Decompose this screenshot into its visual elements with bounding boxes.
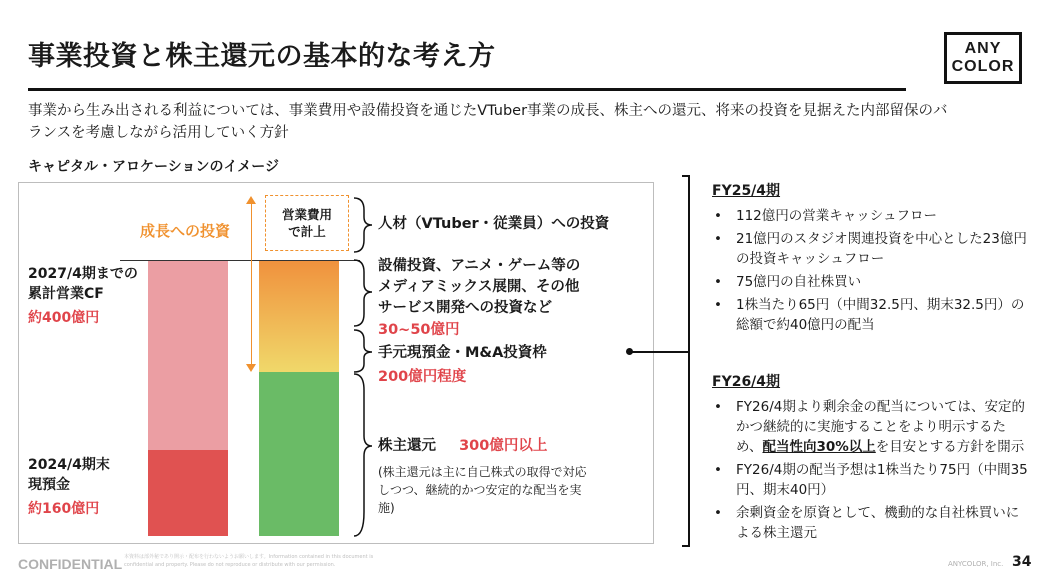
panel-tick-bottom	[682, 545, 690, 547]
fy25-heading: FY25/4期	[712, 183, 781, 199]
arrow-head-up-icon	[246, 196, 256, 204]
cash-line-2: 現預金	[28, 477, 70, 493]
cash-mna-amount: 200億円程度	[378, 369, 467, 385]
growth-investment-label: 成長への投資	[140, 222, 231, 240]
footer-fine-print: 本資料は部外秘であり開示・配布を行わないようお願いします。Information contained in this document is confidential and property. Please do not reproduce or distribute with our permission.	[124, 554, 374, 568]
fy26-bullet-1-pre: FY26/4期より剰余金の配当については、安定的かつ継続的に実施することをより明示するため、	[736, 399, 1026, 455]
capex-line-2: メディアミックス展開、その他	[378, 279, 580, 295]
fy26-bullet-1-post: を目安とする方針を開示	[875, 439, 1025, 455]
cash-amount: 約160億円	[28, 501, 100, 517]
connector-line	[632, 351, 688, 353]
fy26-bullet-1-bold: 配当性向30%以上	[762, 439, 876, 455]
investment-bar	[259, 260, 339, 372]
fy26-bullet: • FY26/4期の配当予想は1株当たり75円（中間35円、期末40円）	[712, 460, 1030, 500]
capex-callout	[378, 256, 580, 319]
fy26-list	[712, 397, 1030, 546]
panel-bracket	[688, 175, 690, 547]
operating-cf-line-2: 累計営業CF	[28, 286, 104, 302]
people-investment-callout: 人材（VTuber・従業員）への投資	[378, 216, 610, 232]
cash-label	[28, 455, 110, 519]
brace-cash	[354, 330, 372, 372]
capex-line-1: 設備投資、アニメ・ゲーム等の	[378, 258, 581, 274]
fy26-bullet	[712, 397, 1030, 457]
baseline	[120, 260, 360, 261]
operating-cf-label	[28, 264, 138, 328]
operating-cf-line-1: 2027/4期までの	[28, 266, 138, 282]
brace-capex	[354, 260, 372, 326]
opex-line-2: で計上	[288, 224, 326, 239]
logo-line-2: COLOR	[951, 58, 1015, 75]
fy26-heading: FY26/4期	[712, 374, 781, 390]
arrow-head-down-icon	[246, 364, 256, 372]
callout-braces	[348, 190, 378, 550]
fy25-bullet: • 1株当たり65円（中間32.5円、期末32.5円）の総額で約40億円の配当	[712, 295, 1030, 335]
cash-line-1: 2024/4期末	[28, 457, 110, 473]
footer-company: ANYCOLOR, Inc.	[948, 560, 1004, 568]
return-label: 株主還元	[378, 438, 436, 454]
brace-return	[354, 374, 372, 536]
return-note-line-3: 施)	[378, 501, 395, 515]
intro-text: 事業から生み出される利益については、事業費用や設備投資を通じたVTuber事業の成長、株主への還元、将来の投資を見据えた内部留保のバランスを考慮しながら活用していく方針	[28, 103, 948, 141]
confidential-label: CONFIDENTIAL	[18, 556, 123, 572]
fy25-bullet: • 112億円の営業キャッシュフロー	[712, 206, 1030, 226]
shareholder-return-bar	[259, 372, 339, 536]
fy25-bullet: • 21億円のスタジオ関連投資を中心とした23億円の投資キャッシュフロー	[712, 229, 1030, 269]
capex-amount: 30~50億円	[378, 322, 460, 338]
opex-line-1: 営業費用	[281, 207, 332, 222]
logo-line-1: ANY	[964, 40, 1002, 57]
fy26-bullet: • 余剰資金を原資として、機動的な自社株買いによる株主還元	[712, 503, 1030, 543]
growth-arrow	[251, 199, 252, 365]
page-title: 事業投資と株主還元の基本的な考え方	[28, 41, 496, 72]
section-label: キャピタル・アロケーションのイメージ	[28, 159, 280, 175]
opex-box	[265, 195, 349, 251]
return-note-line-1: (株主還元は主に自己株式の取得で対応	[378, 465, 587, 479]
fy25-bullet: • 75億円の自社株買い	[712, 272, 1030, 292]
company-logo	[944, 32, 1022, 84]
panel-tick-top	[682, 175, 690, 177]
return-note-line-2: しつつ、継続的かつ安定的な配当を実	[378, 483, 582, 497]
cash-bar	[148, 450, 228, 536]
capex-line-3: サービス開発への投資など	[378, 300, 552, 316]
operating-cf-bar	[148, 260, 228, 450]
return-note	[378, 463, 587, 517]
return-amount: 300億円以上	[459, 438, 548, 454]
shareholder-return-callout	[378, 436, 547, 457]
cash-mna-callout: 手元現預金・M&A投資枠	[378, 345, 547, 361]
page-number: 34	[1012, 554, 1032, 570]
brace-people	[354, 198, 372, 252]
title-underline	[28, 88, 906, 91]
fy25-list	[712, 206, 1030, 338]
operating-cf-amount: 約400億円	[28, 310, 100, 326]
